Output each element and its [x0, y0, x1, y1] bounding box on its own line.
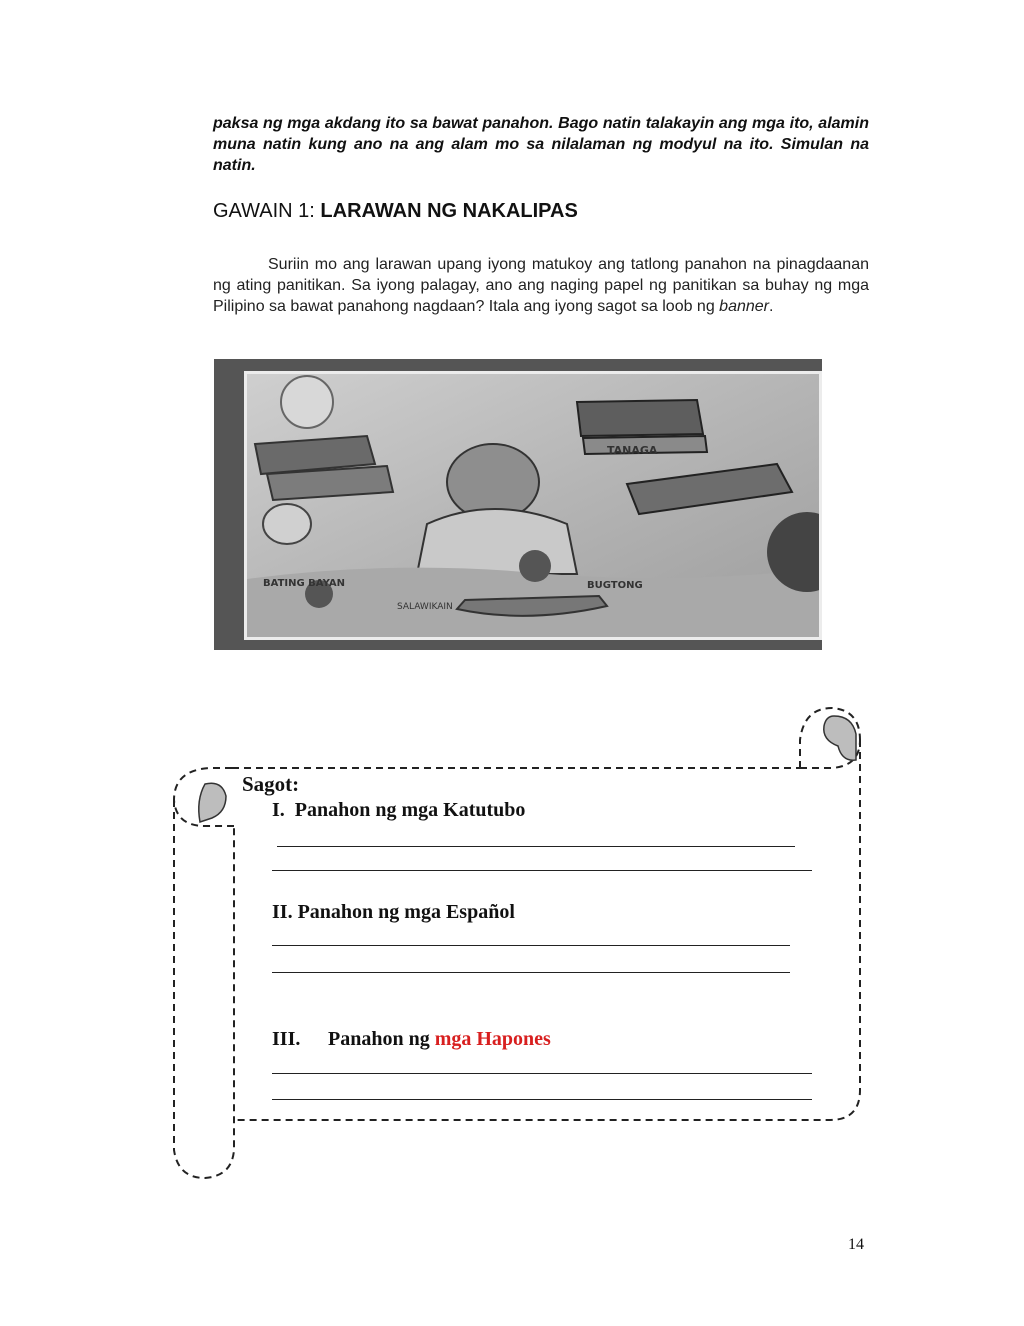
item-text: Panahon ng mga Español: [297, 901, 515, 923]
answer-item-katutubo: [272, 799, 525, 822]
answer-line[interactable]: [272, 972, 790, 973]
image-label-bugtong: BUGTONG: [587, 580, 643, 591]
item-text: Panahon ng mga Katutubo: [294, 799, 526, 821]
answer-item-hapones: [272, 1028, 551, 1051]
instructions-text: Suriin mo ang larawan upang iyong matukoy ang tatlong panahon na pinagdaanan ng ating panitikan. Sa iyong palagay, ano ang naging papel ng panitikan sa buhay ng mga Pilipino sa bawat panahong nagdaan? Itala ang iyong sagot sa loob ng: [213, 256, 869, 315]
answer-line[interactable]: [272, 870, 812, 871]
activity-label: GAWAIN 1:: [213, 200, 321, 222]
answer-item-espanol: [272, 901, 515, 924]
item-number: I.: [272, 799, 285, 821]
item-number: III.: [272, 1028, 301, 1050]
instructions-italic-word: banner: [719, 298, 769, 315]
image-label-tanaga: TANAGA: [607, 444, 658, 457]
activity-heading: [213, 200, 578, 223]
answer-line[interactable]: [272, 1099, 812, 1100]
answer-heading: Sagot:: [242, 772, 300, 796]
answer-line[interactable]: [277, 846, 795, 847]
answer-line[interactable]: [272, 1073, 812, 1074]
history-illustration: [214, 359, 822, 650]
item-text: Panahon ng: [328, 1028, 435, 1050]
answer-line[interactable]: [272, 945, 790, 946]
illustration-drawing: [247, 374, 819, 637]
item-number: II.: [272, 901, 293, 923]
item-text-highlight: mga Hapones: [434, 1028, 551, 1050]
illustration-canvas: [244, 371, 822, 640]
intro-paragraph: paksa ng mga akdang ito sa bawat panahon. Bago natin talakayin ang mga ito, alamin muna natin kung ano na ang alam mo sa nilalaman ng modyul na ito. Simulan na natin.: [213, 115, 869, 174]
image-label-bating-bayan: BATING BAYAN: [263, 578, 345, 589]
image-label-salawikain: SALAWIKAIN: [397, 602, 453, 612]
instructions-end: .: [769, 298, 774, 315]
activity-title: LARAWAN NG NAKALIPAS: [320, 200, 578, 222]
instructions-paragraph: [213, 254, 869, 317]
page-number: 14: [848, 1236, 864, 1253]
